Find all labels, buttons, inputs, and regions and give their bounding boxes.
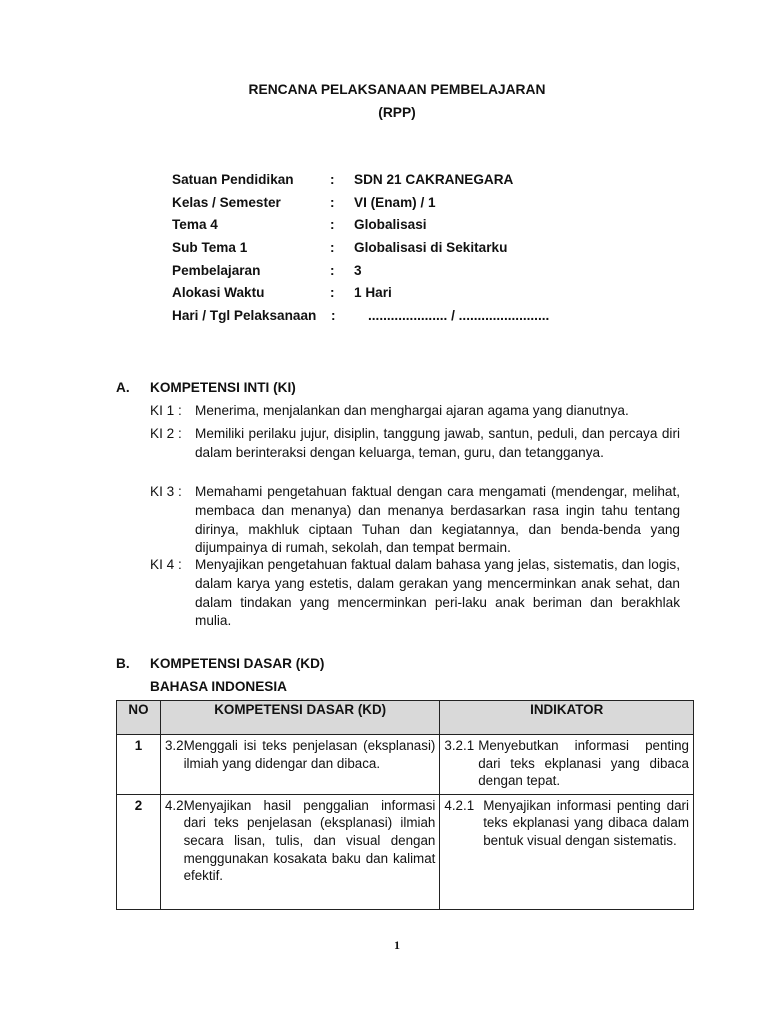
- identity-value: VI (Enam) / 1: [354, 194, 436, 210]
- indikator-cell: [440, 735, 694, 795]
- row-number: 1: [117, 735, 161, 795]
- identity-row: [172, 172, 549, 195]
- ki-item: [150, 402, 680, 421]
- identity-separator: :: [330, 285, 335, 301]
- identity-separator: :: [331, 308, 336, 324]
- identity-label: Pembelajaran: [172, 262, 261, 278]
- table-row: [117, 794, 694, 909]
- identity-label: Sub Tema 1: [172, 240, 248, 256]
- identity-separator: :: [330, 194, 335, 210]
- identity-separator: :: [330, 262, 335, 278]
- identity-value: 3: [354, 262, 362, 278]
- row-number: 2: [117, 794, 161, 909]
- ki-item: [150, 483, 680, 558]
- page-number: 1: [394, 938, 400, 952]
- identity-row: [172, 240, 549, 263]
- kd-table-header-row: [117, 701, 694, 735]
- document-title: RENCANA PELAKSANAAN PEMBELAJARAN: [248, 82, 546, 97]
- indikator-text: Menyebutkan informasi penting dari teks ekplanasi yang dibaca dengan tepat.: [478, 738, 689, 789]
- identity-label: Hari / Tgl Pelaksanaan: [172, 308, 317, 324]
- section-b-letter: B.: [116, 656, 130, 671]
- indikator-number: 4.2.1: [444, 797, 475, 813]
- identity-separator: :: [330, 240, 335, 256]
- identity-value: SDN 21 CAKRANEGARA: [354, 172, 514, 187]
- section-b-heading: KOMPETENSI DASAR (KD): [150, 656, 325, 671]
- kd-number: 3.2: [164, 738, 184, 753]
- section-a-heading: KOMPETENSI INTI (KI): [150, 380, 296, 395]
- ki-text: Menerima, menjalankan dan menghargai ajaran agama yang dianutnya.: [195, 403, 629, 418]
- header-kd: KOMPETENSI DASAR (KD): [160, 701, 439, 735]
- ki-text: Menyajikan pengetahuan faktual dalam bahasa yang jelas, sistematis, dan logis, dalam karya yang estetis, dalam gerakan yang mencerminkan anak sehat, dan dalam tindakan yang mencerminkan peri-laku anak beriman dan berakhlak mulia.: [195, 557, 680, 629]
- identity-separator: :: [330, 217, 335, 233]
- ki-item: [150, 425, 680, 463]
- identity-table: [172, 172, 549, 331]
- identity-row: [172, 217, 549, 240]
- ki-label: KI 2 :: [150, 426, 182, 441]
- ki-label: KI 4 :: [150, 557, 182, 572]
- identity-row: [172, 285, 549, 308]
- identity-row: [172, 308, 549, 331]
- header-indikator: INDIKATOR: [440, 701, 694, 735]
- indikator-cell: [440, 794, 694, 909]
- identity-label: Satuan Pendidikan: [172, 172, 294, 187]
- subject-heading: BAHASA INDONESIA: [150, 679, 287, 694]
- indikator-number: 3.2.1: [444, 738, 475, 753]
- identity-row: [172, 195, 549, 218]
- kd-cell: [160, 794, 439, 909]
- document-subtitle: (RPP): [378, 105, 416, 120]
- identity-value: 1 Hari: [354, 285, 392, 301]
- identity-value: ..................... / ........................: [368, 308, 550, 324]
- ki-label: KI 1 :: [150, 403, 182, 418]
- kd-cell: [160, 735, 439, 795]
- kd-text: Menggali isi teks penjelasan (eksplanasi) ilmiah yang didengar dan dibaca.: [183, 738, 436, 771]
- kd-table: [116, 700, 694, 910]
- ki-text: Memahami pengetahuan faktual dengan cara mengamati (mendengar, melihat, membaca dan menanya) dan menanya berdasarkan rasa ingin tahu tentang dirinya, makhluk ciptaan Tuhan dan kegiatannya, dan benda-benda yang dijumpainya di rumah, sekolah, dan tempat bermain.: [195, 484, 680, 556]
- ki-label: KI 3 :: [150, 484, 182, 499]
- ki-text: Memiliki perilaku jujur, disiplin, tanggung jawab, santun, peduli, dan percaya diri dalam berinteraksi dengan keluarga, teman, guru, dan tetangganya.: [195, 426, 680, 460]
- identity-row: [172, 263, 549, 286]
- identity-label: Kelas / Semester: [172, 194, 281, 210]
- header-no: NO: [117, 701, 161, 735]
- table-row: [117, 735, 694, 795]
- indikator-text: Menyajikan informasi penting dari teks ekplanasi yang dibaca dalam bentuk visual dengan sistematis.: [483, 797, 689, 848]
- identity-separator: :: [330, 172, 335, 187]
- identity-label: Alokasi Waktu: [172, 285, 265, 301]
- kd-number: 4.2: [164, 797, 184, 813]
- section-a-letter: A.: [116, 380, 130, 395]
- kd-text: Menyajikan hasil penggalian informasi dari teks penjelasan (eksplanasi) ilmiah secara lisan, tulis, dan visual dengan menggunakan kosakata baku dan kalimat efektif.: [183, 797, 436, 884]
- identity-value: Globalisasi di Sekitarku: [354, 240, 508, 256]
- identity-label: Tema 4: [172, 217, 218, 233]
- identity-value: Globalisasi: [354, 217, 427, 233]
- ki-item: [150, 556, 680, 631]
